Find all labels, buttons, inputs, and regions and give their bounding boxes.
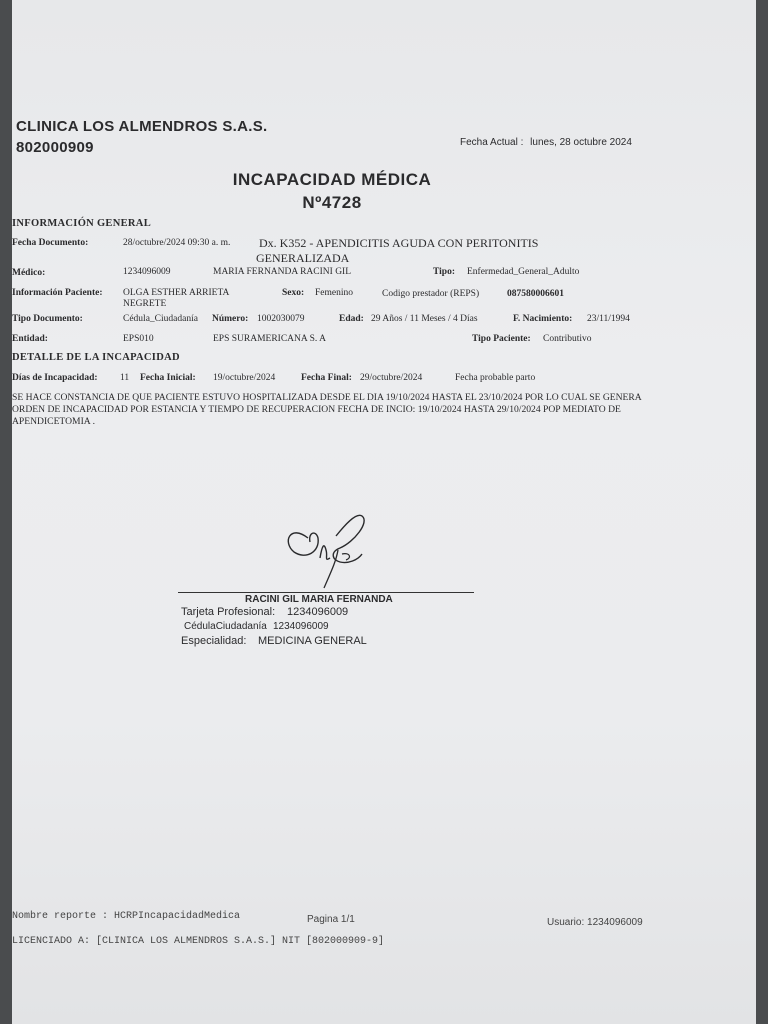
nacimiento-label: F. Nacimiento:	[513, 314, 573, 324]
fecha-final-label: Fecha Final:	[301, 373, 352, 383]
paciente-label: Información Paciente:	[12, 288, 103, 298]
nacimiento-value: 23/11/1994	[587, 314, 630, 324]
clinic-nit: 802000909	[16, 139, 94, 156]
entidad-label: Entidad:	[12, 334, 48, 344]
paciente-name-line1: OLGA ESTHER ARRIETA	[123, 288, 230, 298]
tipo-paciente-value: Contributivo	[543, 334, 592, 344]
tipo-documento-value: Cédula_Ciudadanía	[123, 314, 198, 324]
cedula-label: CédulaCiudadanía	[184, 621, 267, 632]
document-number: Nº4728	[302, 193, 362, 212]
document-title: INCAPACIDAD MÉDICA	[232, 170, 432, 189]
fecha-final-value: 29/octubre/2024	[360, 373, 423, 383]
current-date-label: Fecha Actual :	[460, 137, 524, 148]
clinic-name: CLINICA LOS ALMENDROS S.A.S.	[16, 118, 268, 135]
sexo-label: Sexo:	[282, 288, 305, 298]
sexo-value: Femenino	[315, 288, 353, 298]
fecha-documento-value: 28/octubre/2024 09:30 a. m.	[123, 238, 231, 248]
especialidad-label: Especialidad:	[181, 635, 247, 647]
document-page	[12, 0, 756, 1024]
diagnosis-line2: GENERALIZADA	[256, 251, 350, 265]
section-general-info: INFORMACIÓN GENERAL	[12, 218, 151, 229]
fecha-documento-label: Fecha Documento:	[12, 238, 89, 248]
cedula-value: 1234096009	[273, 621, 329, 632]
tipo-label: Tipo:	[433, 267, 456, 277]
medico-name: MARIA FERNANDA RACINI GIL	[213, 267, 352, 277]
footer-page: Pagina 1/1	[307, 914, 355, 925]
current-date-value: lunes, 28 octubre 2024	[530, 137, 632, 148]
medico-id: 1234096009	[123, 267, 171, 277]
section-detalle: DETALLE DE LA INCAPACIDAD	[12, 352, 180, 363]
numero-value: 1002030079	[257, 314, 305, 324]
current-date	[460, 137, 632, 148]
constancia-paragraph: SE HACE CONSTANCIA DE QUE PACIENTE ESTUVO HOSPITALIZADA DESDE EL DIA 19/10/2024 HASTA EL 23/10/2024 POR LO CUAL SE GENERA ORDEN DE INCAPACIDAD POR ESTANCIA Y TIEMPO DE RECUPERACION FECHA DE INCIO: 19/10/2024 HASTA 29/10/2024 POP MEDIATO DE APENDICETOMIA .	[12, 392, 642, 427]
tarjeta-label: Tarjeta Profesional:	[181, 606, 276, 618]
edad-value: 29 Años / 11 Meses / 4 Días	[371, 314, 478, 324]
numero-label: Número:	[212, 314, 249, 324]
tipo-documento-label: Tipo Documento:	[12, 314, 83, 324]
footer-license: LICENCIADO A: [CLINICA LOS ALMENDROS S.A.S.] NIT [802000909-9]	[12, 936, 385, 947]
tarjeta-value: 1234096009	[287, 606, 349, 618]
tipo-value: Enfermedad_General_Adulto	[467, 267, 580, 277]
signature-name: RACINI GIL MARIA FERNANDA	[245, 594, 393, 605]
fecha-inicial-value: 19/octubre/2024	[213, 373, 276, 383]
dias-label: Días de Incapacidad:	[12, 373, 98, 383]
handwritten-signature	[280, 502, 376, 592]
paciente-name-line2: NEGRETE	[123, 299, 167, 309]
reps-label: Codigo prestador (REPS)	[382, 289, 480, 299]
edad-label: Edad:	[339, 314, 364, 324]
especialidad-value: MEDICINA GENERAL	[258, 635, 367, 647]
fecha-inicial-label: Fecha Inicial:	[140, 373, 196, 383]
diagnosis-line1: Dx. K352 - APENDICITIS AGUDA CON PERITONITIS	[259, 236, 539, 250]
entidad-code: EPS010	[123, 334, 154, 344]
tipo-paciente-label: Tipo Paciente:	[472, 334, 531, 344]
probable-parto-label: Fecha probable parto	[455, 373, 536, 383]
reps-value: 087580006601	[507, 289, 564, 299]
medico-label: Médico:	[12, 268, 46, 278]
footer-user: Usuario: 1234096009	[547, 917, 643, 928]
entidad-name: EPS SURAMERICANA S. A	[213, 334, 326, 344]
signature-line	[178, 592, 474, 593]
dias-value: 11	[120, 373, 130, 383]
footer-report-name: Nombre reporte : HCRPIncapacidadMedica	[12, 911, 241, 922]
